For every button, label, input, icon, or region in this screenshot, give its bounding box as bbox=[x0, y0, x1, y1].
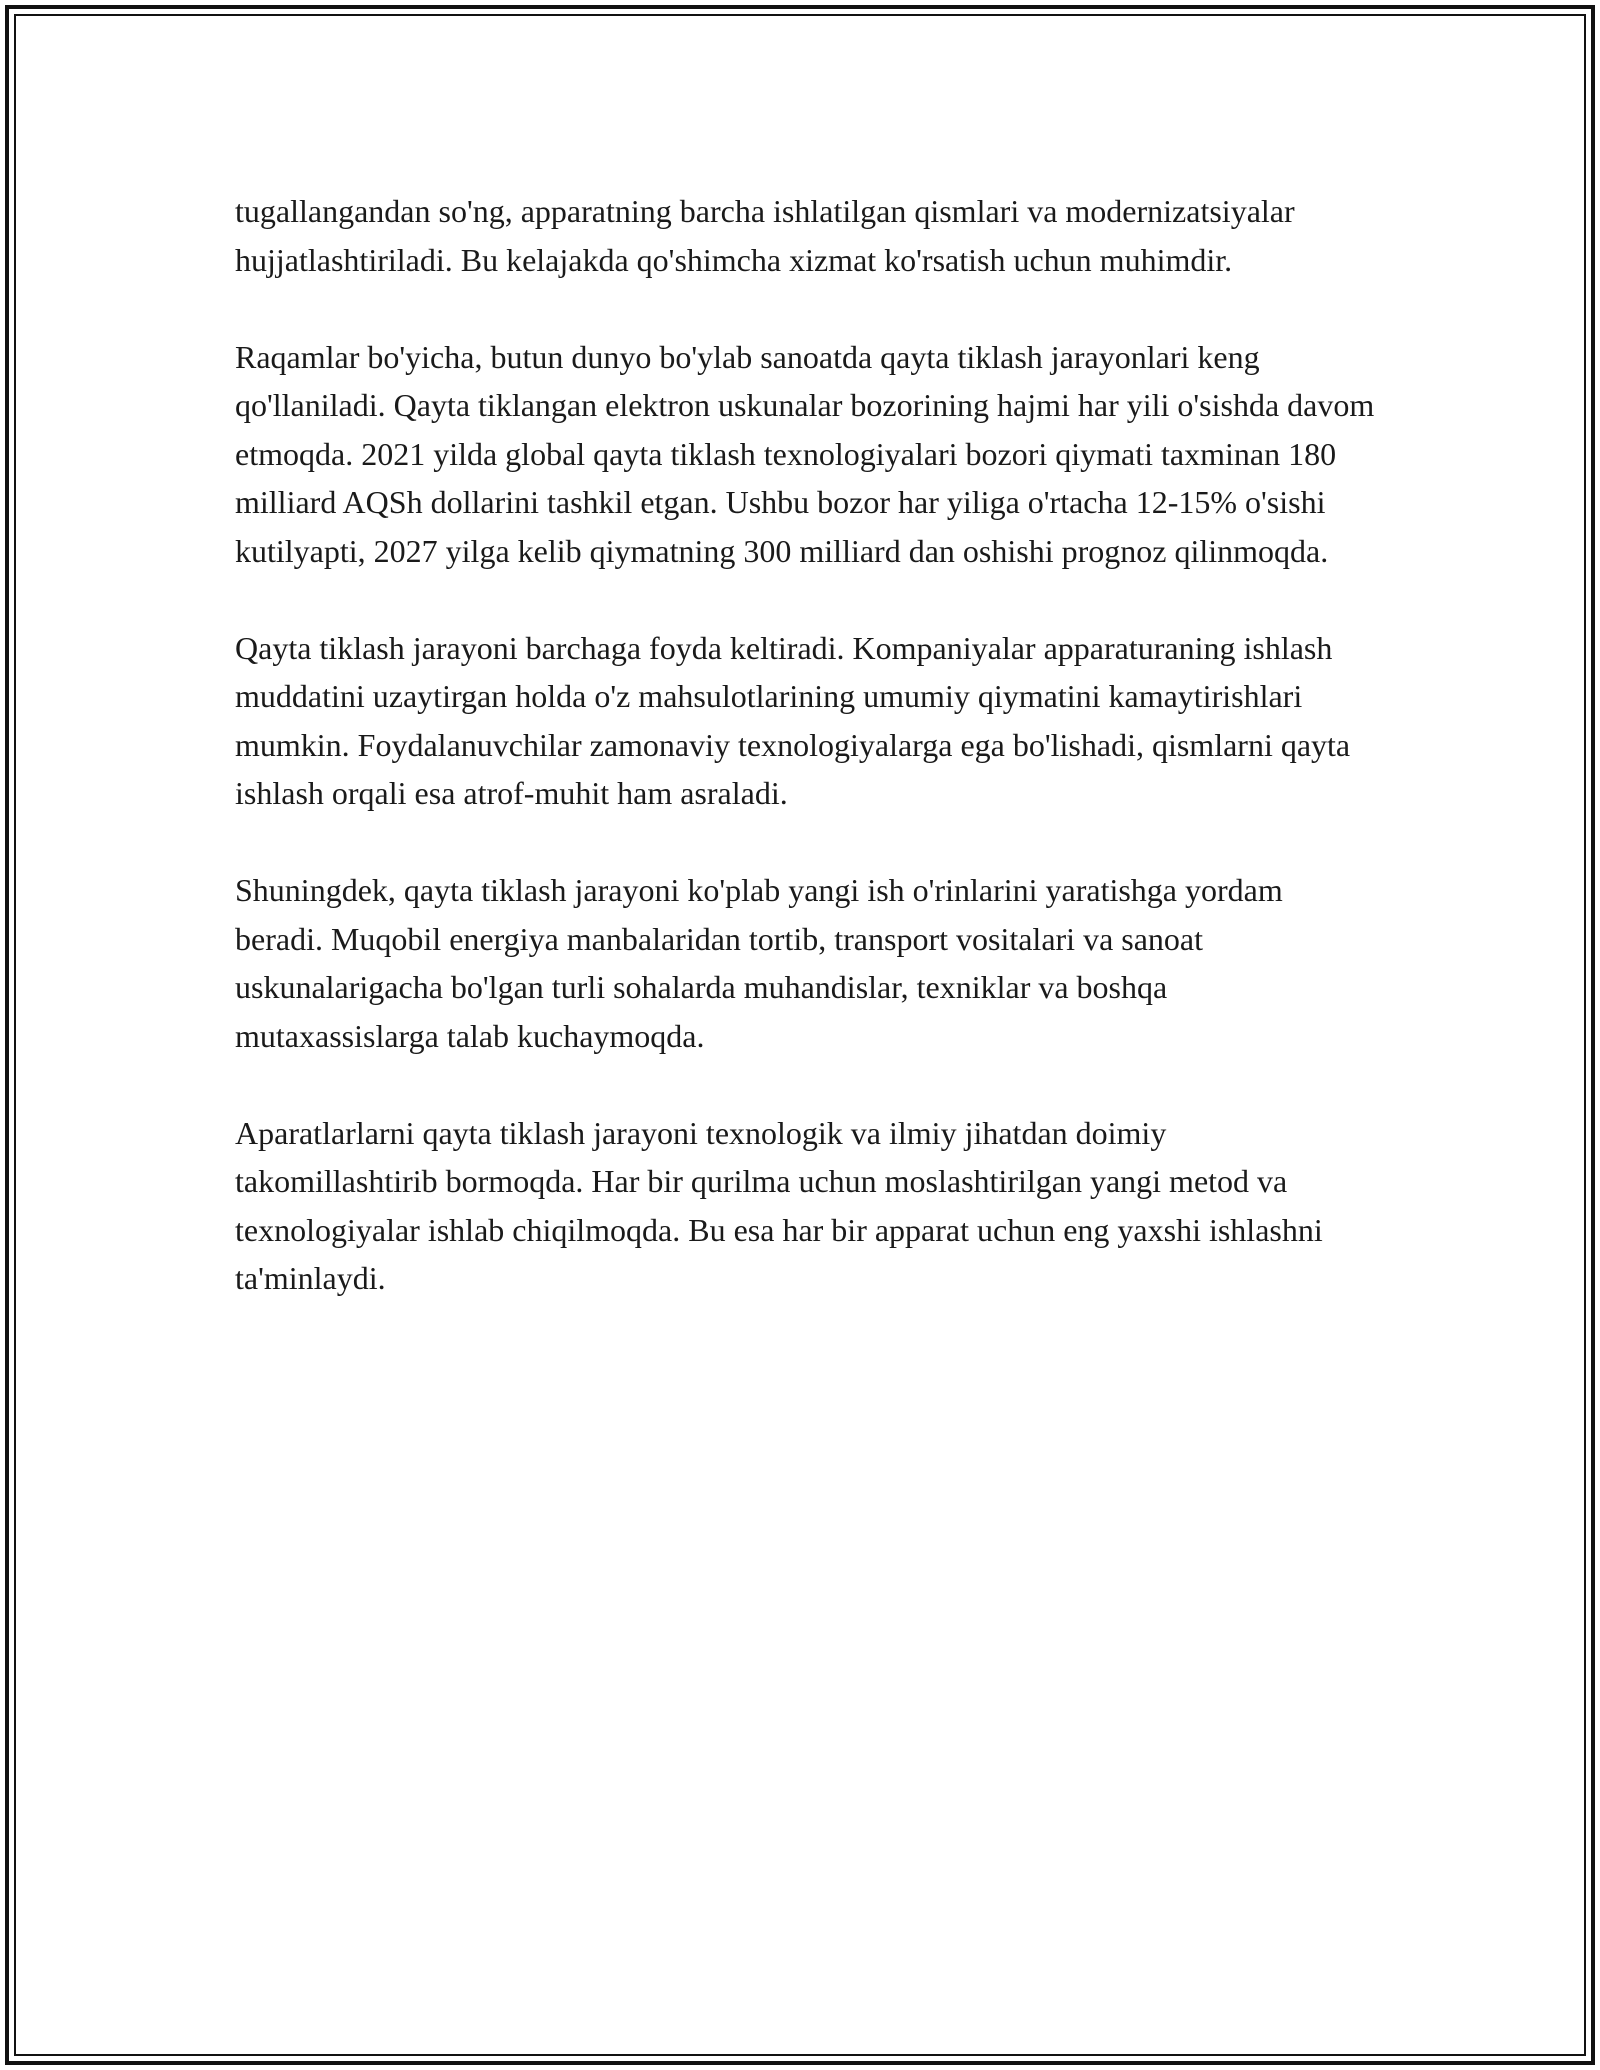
paragraph-3: Qayta tiklash jarayoni barchaga foyda keltiradi. Kompaniyalar apparaturaning ishlash muddatini uzaytirgan holda o'z mahsulotlarining umumiy qiymatini kamaytirishlari mumkin. Foydalanuvchilar zamonaviy texnologiyalarga ega bo'lishadi, qismlarni qayta ishlash orqali esa atrof-muhit ham asraladi. bbox=[235, 629, 1351, 811]
paragraph-1: tugallangandan so'ng, apparatning barcha ishlatilgan qismlari va modernizatsiyalar hujjatlashtiriladi. Bu kelajakda qo'shimcha xizmat ko'rsatish uchun muhimdir. bbox=[235, 193, 1295, 278]
paragraph-4: Shuningdek, qayta tiklash jarayoni ko'plab yangi ish o'rinlarini yaratishga yordam beradi. Muqobil energiya manbalaridan tortib, transport vositalari va sanoat uskunalarigacha bo'lgan turli sohalarda muhandislar, texniklar va boshqa mutaxassislarga talab kuchaymoqda. bbox=[235, 872, 1283, 1054]
paragraph-2: Raqamlar bo'yicha, butun dunyo bo'ylab sanoatda qayta tiklash jarayonlari keng qo'llaniladi. Qayta tiklangan elektron uskunalar bozorining hajmi har yili o'sishda davom etmoqda. 2021 yilda global qayta tiklash texnologiyalari bozori qiymati taxminan 180 milliard AQSh dollarini tashkil etgan. Ushbu bozor har yiliga o'rtacha 12-15% o'sishi kutilyapti, 2027 yilga kelib qiymatning 300 milliard dan oshishi prognoz qilinmoqda. bbox=[235, 338, 1375, 569]
document-body bbox=[235, 187, 1375, 1351]
paragraph-5: Aparatlarlarni qayta tiklash jarayoni texnologik va ilmiy jihatdan doimiy takomillashtirib bormoqda. Har bir qurilma uchun moslashtirilgan yangi metod va texnologiyalar ishlab chiqilmoqda. Bu esa har bir apparat uchun eng yaxshi ishlashni ta'minlaydi. bbox=[235, 1114, 1323, 1296]
